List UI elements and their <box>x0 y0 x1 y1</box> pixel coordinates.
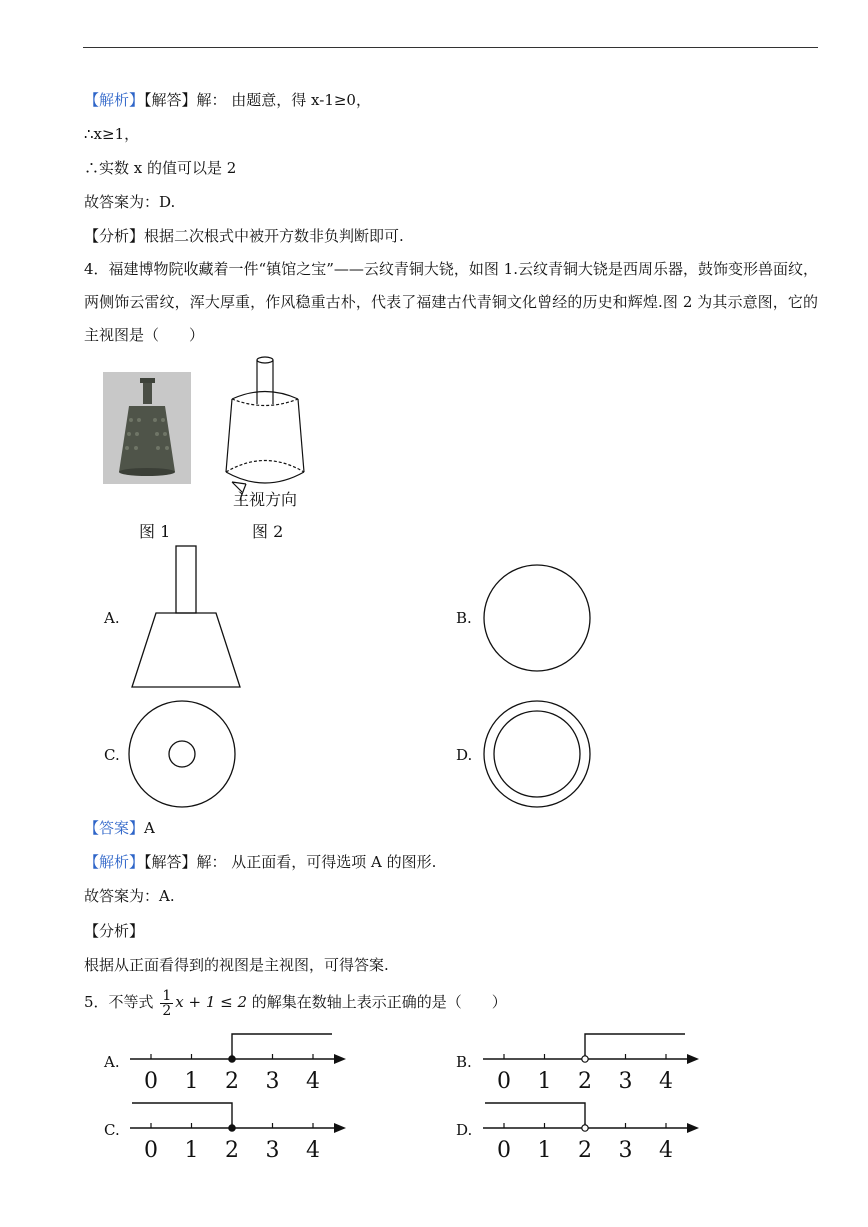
q5-prefix: 5．不等式 <box>84 993 154 1011</box>
q4-answer-line <box>84 818 155 838</box>
q5-option-d-numberline[interactable] <box>483 1099 703 1161</box>
tick-label: 4 <box>659 1069 673 1094</box>
tick-label: 4 <box>306 1069 320 1094</box>
tick-label: 3 <box>265 1138 280 1163</box>
q4-option-a-label[interactable]: A. <box>104 609 120 627</box>
solution-ray <box>585 1034 685 1059</box>
q4-option-d-figure[interactable] <box>483 700 591 808</box>
conclusion-line: 故答案为：D. <box>84 193 176 211</box>
q4-fenxi-text: 根据从正面看得到的视图是主视图，可得答案. <box>84 956 389 974</box>
q5-option-b-label[interactable]: B. <box>456 1053 472 1071</box>
open-point <box>582 1125 588 1131</box>
answer-value: A <box>144 819 155 837</box>
q5-option-a-label[interactable]: A. <box>104 1053 120 1071</box>
closed-point <box>229 1056 235 1062</box>
tick-label: 4 <box>659 1138 673 1163</box>
tick-label: 1 <box>184 1138 199 1163</box>
q4-fenxi-title: 【分析】 <box>84 922 145 940</box>
tick-label: 2 <box>225 1069 239 1094</box>
answer-tag: 【答案】 <box>84 819 145 837</box>
q4-option-b-figure[interactable] <box>483 564 591 672</box>
q5-option-c-label[interactable]: C. <box>104 1121 120 1139</box>
q4-option-a-figure[interactable] <box>130 545 242 689</box>
analysis-tag: 【解析】 <box>84 91 145 109</box>
q5-fraction <box>160 989 173 1018</box>
fig2-caption: 图 2 <box>252 522 284 541</box>
direction-label: 主视方向 <box>233 490 298 509</box>
tick-label: 3 <box>265 1069 280 1094</box>
tick-label: 0 <box>497 1069 511 1094</box>
solution-ray <box>132 1103 232 1128</box>
tick-label: 0 <box>497 1138 511 1163</box>
q5-frac-den: 2 <box>162 1002 172 1019</box>
analysis-tag: 【解析】 <box>84 853 145 871</box>
tick-label: 2 <box>578 1138 592 1163</box>
q5-suffix: 的解集在数轴上表示正确的是（ ） <box>251 993 507 1011</box>
open-point <box>582 1056 588 1062</box>
q4-text: 4．福建博物院收藏着一件“镇馆之宝”——云纹青铜大铙，如图 1.云纹青铜大铙是西周乐器，鼓饰变形兽面纹，两侧饰云雷纹，浑大厚重，作风稳重古朴，代表了福建古代青铜文化曾经的历史和辉煌.图 2 为其示意图，它的主视图是（ ） <box>84 260 818 344</box>
analysis-text: 【解答】解： 由题意，得 x-1≥0， <box>144 91 371 109</box>
tick-label: 1 <box>184 1069 199 1094</box>
axis-arrow <box>334 1054 346 1064</box>
q4-conclusion: 故答案为：A. <box>84 887 175 905</box>
tick-label: 2 <box>225 1138 239 1163</box>
q5-option-b-numberline[interactable] <box>483 1030 703 1092</box>
q5-text <box>84 985 507 1019</box>
solution-ray <box>232 1034 332 1059</box>
header-rule <box>83 47 818 48</box>
step-line-2: ∴实数 x 的值可以是 2 <box>84 159 237 177</box>
q4-option-c-figure[interactable] <box>128 700 236 808</box>
q4-option-c-label[interactable]: C. <box>104 746 120 764</box>
fig1-caption: 图 1 <box>139 522 171 541</box>
q5-option-a-numberline[interactable] <box>130 1030 350 1092</box>
axis-arrow <box>334 1123 346 1133</box>
tick-label: 1 <box>537 1138 552 1163</box>
axis-arrow <box>687 1054 699 1064</box>
q4-option-d-label[interactable]: D. <box>456 746 473 764</box>
analysis-text: 【解答】解： 从正面看，可得选项 A 的图形. <box>144 853 437 871</box>
tick-label: 3 <box>618 1138 633 1163</box>
q4-analysis-line <box>84 852 436 872</box>
tick-label: 2 <box>578 1069 592 1094</box>
q5-option-d-label[interactable]: D. <box>456 1121 473 1139</box>
analysis-line <box>84 90 371 110</box>
solution-ray <box>485 1103 585 1128</box>
step-line-1: ∴x≥1， <box>84 125 140 143</box>
tick-label: 0 <box>144 1069 158 1094</box>
q4-option-b-label[interactable]: B. <box>456 609 472 627</box>
axis-arrow <box>687 1123 699 1133</box>
tick-label: 3 <box>618 1069 633 1094</box>
q5-expr: x + 1 ≤ 2 <box>175 993 248 1011</box>
q5-frac-num: 1 <box>162 987 172 1004</box>
tick-label: 4 <box>306 1138 320 1163</box>
closed-point <box>229 1125 235 1131</box>
q5-option-c-numberline[interactable] <box>130 1099 350 1161</box>
fig1-bell-photo <box>103 372 191 484</box>
tick-label: 0 <box>144 1138 158 1163</box>
tick-label: 1 <box>537 1069 552 1094</box>
fenxi-line: 【分析】根据二次根式中被开方数非负判断即可. <box>84 227 404 245</box>
